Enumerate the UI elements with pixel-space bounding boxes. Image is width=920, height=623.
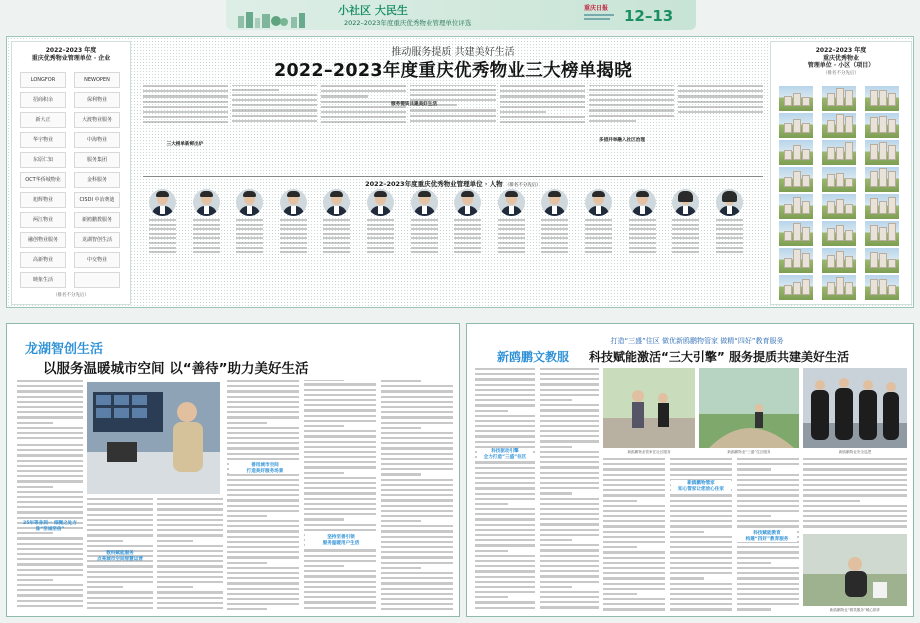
person-bio [323, 219, 350, 259]
community-photo [865, 221, 899, 246]
xop-head-3: 科技赋能教育 构建“四好”教育服务 [737, 530, 797, 542]
enterprise-logo: 两江物业 [20, 212, 66, 228]
enterprise-logo: 旭辉物业 [20, 192, 66, 208]
xop-body-left [475, 368, 599, 612]
top-kicker: 推动服务提质 共建美好生活 [391, 47, 515, 58]
award-person [716, 189, 743, 259]
community-photo [865, 113, 899, 138]
award-person [498, 189, 525, 259]
section-head-3: 多措并举融入社区治理 [599, 138, 645, 143]
award-person [236, 189, 263, 259]
longhu-head-1: 25年等身到一 细微之处方显“至诚至信” [23, 521, 77, 532]
page-numbers: 12–13 [624, 7, 674, 25]
person-bio [585, 219, 612, 259]
community-photo [779, 248, 813, 273]
award-person [672, 189, 699, 259]
xop-caption-4: 新鸥鹏物业“微笑服务”暖心陪伴 [829, 608, 881, 612]
community-panel-title: 2022–2023 年度 重庆优秀物业 管理单位 · 小区（项目） [807, 47, 875, 69]
portrait-photo [236, 189, 263, 216]
longhu-col3 [157, 498, 223, 610]
award-person [585, 189, 612, 259]
community-photo [822, 275, 856, 300]
xop-caption-2: 新鸥鹏物业“三盛”住区服务 [727, 450, 771, 454]
masthead-banner [226, 0, 696, 30]
person-bio [672, 219, 699, 259]
enterprise-panel-title: 2022–2023 年度 重庆优秀物业管理单位 · 企业 [31, 47, 111, 62]
award-person [367, 189, 394, 259]
section-head-1: 三大榜单新鲜出炉 [166, 142, 204, 147]
enterprise-logo [74, 272, 120, 288]
enterprise-panel [11, 41, 131, 305]
award-person [411, 189, 438, 259]
community-note: （排名不分先后） [823, 70, 859, 76]
person-bio [541, 219, 568, 259]
skyline-illustration [236, 8, 336, 28]
divider [143, 176, 763, 177]
portrait-photo [672, 189, 699, 216]
xop-headline: 科技赋能激活“三大引擎” 服务提质共建美好生活 [589, 350, 849, 364]
enterprise-logo: 融创物业服务 [20, 232, 66, 248]
enterprise-logo: 大渡物业服务 [74, 112, 120, 128]
people-title: 2022–2023年度重庆优秀物业管理单位 · 人物 （排名不分先后） [365, 180, 541, 188]
longhu-article [6, 323, 460, 617]
award-person [323, 189, 350, 259]
enterprise-logo: 招商积余 [20, 92, 66, 108]
enterprise-logo: 服务集团 [74, 152, 120, 168]
control-room-photo [87, 382, 220, 494]
enterprise-logo: 新大正 [20, 112, 66, 128]
community-photo [779, 194, 813, 219]
community-photo [779, 113, 813, 138]
enterprise-logo: 高新物业 [20, 252, 66, 268]
community-photo [865, 275, 899, 300]
top-headline: 2022–2023年度重庆优秀物业三大榜单揭晓 [273, 61, 633, 81]
enterprise-logo: 金科服务 [74, 172, 120, 188]
enterprise-logo: 中交物业 [74, 252, 120, 268]
enterprise-logo: 龙湖智创生活 [74, 232, 120, 248]
longhu-head-2: 数科赋能服务 点亮城市空间智慧运营 [97, 551, 143, 562]
portrait-photo [193, 189, 220, 216]
xop-head-1: 科技驱动引擎 全力打造“三盛”住区 [477, 448, 533, 460]
newspaper-logo: 重庆日报 [584, 5, 609, 12]
community-photo [822, 248, 856, 273]
enterprise-logo: 华宇物业 [20, 132, 66, 148]
enterprise-logo: 中海物业 [74, 132, 120, 148]
person-bio [454, 219, 481, 259]
person-bio [411, 219, 438, 259]
xop-brand: 新鸥鹏文教服 [497, 350, 570, 364]
section-head-2: 服务提质共建美好生活 [391, 102, 437, 107]
xop-caption-1: 新鸥鹏物业管家在社区服务 [627, 450, 671, 454]
longhu-head-4: 坚持至善引领 服务温暖用户生活 [305, 534, 377, 546]
community-photo [865, 140, 899, 165]
issue-info-text [584, 12, 620, 24]
community-photo [822, 86, 856, 111]
enterprise-logo: CISDI 中冶赛迪 [74, 192, 120, 208]
community-photo [822, 113, 856, 138]
longhu-intro [17, 380, 83, 440]
xinoupeng-article [466, 323, 914, 617]
longhu-brand: 龙湖智创生活 [25, 342, 104, 357]
person-bio [498, 219, 525, 259]
enterprise-logo: NEWOPEN [74, 72, 120, 88]
xop-caption-3: 新鸥鹏物业安全巡逻 [838, 450, 872, 454]
longhu-headline: 以服务温暖城市空间 以“善待”助力美好生活 [43, 361, 309, 377]
community-photo [822, 221, 856, 246]
community-photo [865, 248, 899, 273]
award-person [280, 189, 307, 259]
community-photo [779, 140, 813, 165]
award-person [149, 189, 176, 259]
community-panel [770, 41, 912, 305]
xop-kicker: 打造“三盛”住区 做优新鸥鹏物管家 做精“四好”教育服务 [610, 337, 784, 345]
portrait-photo [454, 189, 481, 216]
portrait-photo [716, 189, 743, 216]
enterprise-logo: OCT华侨城物业 [20, 172, 66, 188]
xop-head-2: 新鸥鹏物管家 知心管家让您放心住家 [671, 480, 731, 492]
community-photo [865, 194, 899, 219]
portrait-photo [585, 189, 612, 216]
community-photo [822, 140, 856, 165]
portrait-photo [498, 189, 525, 216]
xop-body-right [803, 458, 907, 530]
community-photo [822, 167, 856, 192]
enterprise-logo: 新鸥鹏教服务 [74, 212, 120, 228]
xop-photo-4 [803, 534, 907, 606]
community-photo [865, 86, 899, 111]
community-photo [822, 194, 856, 219]
community-photo [779, 221, 813, 246]
person-bio [280, 219, 307, 259]
top-article-body [143, 85, 763, 173]
portrait-photo [541, 189, 568, 216]
enterprise-logo: 保利物业 [74, 92, 120, 108]
community-photo [779, 86, 813, 111]
xop-photo-1 [603, 368, 695, 448]
xop-photo-2 [699, 368, 799, 448]
award-person [541, 189, 568, 259]
person-bio [629, 219, 656, 259]
xop-photo-3 [803, 368, 907, 448]
portrait-photo [411, 189, 438, 216]
portrait-photo [280, 189, 307, 216]
person-bio [367, 219, 394, 259]
longhu-head-3: 善用城市空间 打造美好服务场景 [229, 462, 301, 474]
award-person [193, 189, 220, 259]
portrait-photo [629, 189, 656, 216]
community-photo [779, 275, 813, 300]
portrait-photo [323, 189, 350, 216]
person-bio [149, 219, 176, 259]
portrait-photo [367, 189, 394, 216]
person-bio [716, 219, 743, 259]
enterprise-note: （排名不分先后） [53, 293, 89, 298]
person-bio [193, 219, 220, 259]
award-person [454, 189, 481, 259]
portrait-photo [149, 189, 176, 216]
people-row [145, 189, 761, 301]
banner-subtitle: 2022–2023年度重庆优秀物业管理单位评选 [344, 19, 472, 27]
person-bio [236, 219, 263, 259]
award-person [629, 189, 656, 259]
enterprise-logo: LONGFOR [20, 72, 66, 88]
community-photo [779, 167, 813, 192]
banner-brand: 小社区 大民生 [338, 4, 408, 17]
community-photo [865, 167, 899, 192]
enterprise-logo: 映象生活 [20, 272, 66, 288]
enterprise-logo: 东原仁知 [20, 152, 66, 168]
top-spread [6, 36, 914, 308]
longhu-right-body [227, 380, 453, 610]
